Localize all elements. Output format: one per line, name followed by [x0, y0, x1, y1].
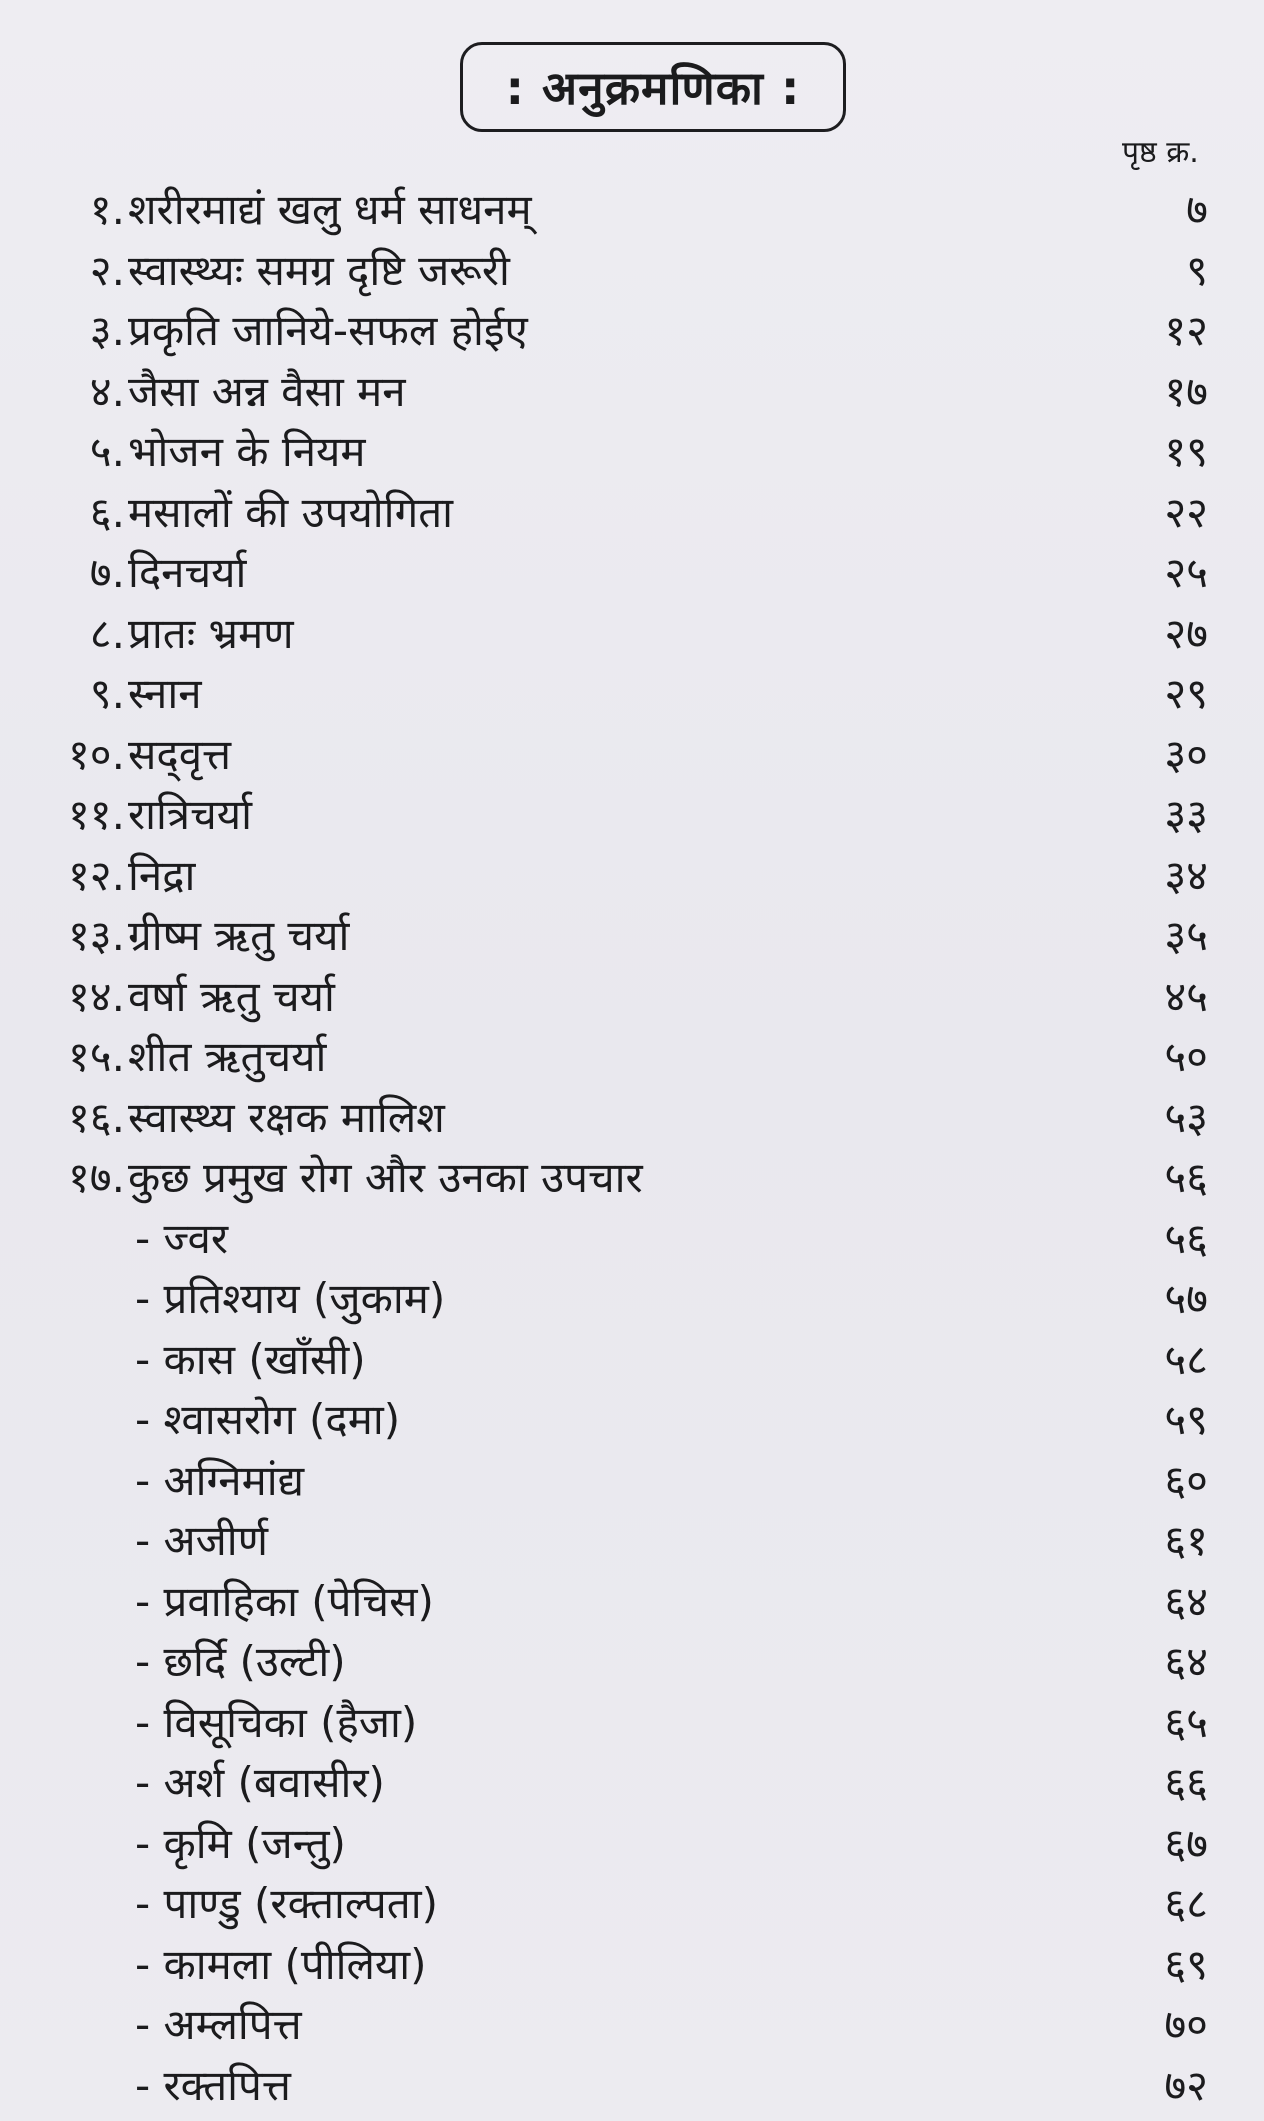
- subentry-title: - अम्लपित्त: [135, 2000, 302, 2049]
- entry-title: वर्षा ऋतु चर्या: [128, 971, 335, 1021]
- toc-entry: [0, 301, 1264, 362]
- entry-page: ६४: [1164, 1637, 1208, 1686]
- subentry-title: - छर्दि (उल्टी): [135, 1637, 346, 1686]
- entry-number: ७.: [89, 548, 125, 597]
- entry-page: ५७: [1164, 1274, 1208, 1323]
- entry-title: शरीरमाद्यं खलु धर्म साधनम्: [128, 185, 532, 234]
- subentry-title: - श्वासरोग (दमा): [135, 1395, 401, 1444]
- entry-page: ६७: [1164, 1818, 1208, 1868]
- entry-page: ६१: [1164, 1516, 1208, 1565]
- entry-title: ग्रीष्म ऋतु चर्या: [128, 911, 350, 960]
- entry-title: कुछ प्रमुख रोग और उनका उपचार: [128, 1153, 643, 1202]
- toc-subentry: [0, 1330, 1264, 1391]
- toc-subentry: [0, 1209, 1264, 1270]
- subentry-title: - अर्श (बवासीर): [135, 1758, 385, 1807]
- subentry-title: - प्रवाहिका (पेचिस): [135, 1576, 434, 1626]
- entry-number: ५.: [89, 427, 125, 476]
- toc-entry: [0, 725, 1264, 786]
- page-number-column-label: पृष्ठ क्र.: [1122, 135, 1199, 170]
- subentry-title: - ज्वर: [135, 1213, 229, 1263]
- entry-number: १३.: [67, 911, 125, 960]
- entry-page: ७: [1186, 185, 1208, 234]
- toc-subentry: [0, 1390, 1264, 1451]
- subentry-title: - रक्तपित्त: [135, 2060, 291, 2110]
- toc-subentry: [0, 1935, 1264, 1996]
- entry-number: १०.: [67, 729, 125, 779]
- subentry-title: - पाण्डु (रक्ताल्पता): [135, 1879, 438, 1928]
- subentry-title: - विसूचिका (हैजा): [135, 1697, 418, 1747]
- entry-title: स्वास्थ्य रक्षक मालिश: [128, 1092, 445, 1142]
- entry-title: प्रकृति जानिये-सफल होईए: [128, 306, 528, 355]
- entry-number: ३.: [89, 306, 125, 355]
- entry-page: ३५: [1164, 911, 1208, 960]
- toc-entry: [0, 906, 1264, 967]
- subentry-title: - अजीर्ण: [135, 1516, 269, 1565]
- toc-entry: [0, 1088, 1264, 1149]
- entry-number: १७.: [67, 1153, 125, 1202]
- toc-subentry: [0, 1451, 1264, 1512]
- entry-number: ११.: [67, 790, 125, 839]
- entry-page: ३३: [1164, 790, 1208, 839]
- subentry-title: - प्रतिश्याय (जुकाम): [135, 1274, 446, 1323]
- entry-title: निद्रा: [128, 850, 196, 900]
- entry-page: १७: [1164, 366, 1208, 416]
- entry-title: मसालों की उपयोगिता: [128, 487, 454, 537]
- entry-page: ६०: [1164, 1455, 1208, 1505]
- entry-page: ५८: [1164, 1334, 1208, 1384]
- entry-page: ४५: [1164, 971, 1208, 1021]
- entry-title: भोजन के नियम: [128, 427, 366, 476]
- table-of-contents: [0, 180, 1264, 2116]
- toc-entry: [0, 362, 1264, 423]
- toc-subentry: [0, 1874, 1264, 1935]
- entry-page: ६५: [1164, 1697, 1208, 1747]
- subentry-title: - कामला (पीलिया): [135, 1939, 427, 1989]
- entry-number: २.: [89, 245, 125, 295]
- toc-subentry: [0, 2056, 1264, 2117]
- entry-number: १.: [89, 185, 125, 234]
- entry-page: ९: [1186, 245, 1208, 295]
- entry-page: ६४: [1164, 1576, 1208, 1626]
- toc-entry: [0, 422, 1264, 483]
- subentry-title: - कास (खाँसी): [135, 1334, 366, 1384]
- entry-number: १६.: [67, 1092, 125, 1142]
- toc-subentry: [0, 1632, 1264, 1693]
- entry-page: ५३: [1164, 1092, 1208, 1142]
- entry-page: २७: [1164, 608, 1208, 658]
- toc-subentry: [0, 1814, 1264, 1875]
- toc-entry: [0, 1148, 1264, 1209]
- entry-page: १२: [1164, 306, 1208, 355]
- entry-page: ५६: [1164, 1153, 1208, 1202]
- toc-entry: [0, 180, 1264, 241]
- toc-subentry: [0, 1995, 1264, 2056]
- entry-page: २९: [1164, 669, 1208, 718]
- entry-page: ६८: [1164, 1879, 1208, 1928]
- toc-entry: [0, 241, 1264, 302]
- entry-page: २२: [1164, 487, 1208, 537]
- entry-page: ५०: [1164, 1032, 1208, 1081]
- toc-subentry: [0, 1753, 1264, 1814]
- toc-entry: [0, 785, 1264, 846]
- entry-page: ७२: [1164, 2060, 1208, 2110]
- entry-page: ६६: [1164, 1758, 1208, 1807]
- entry-number: १५.: [67, 1032, 125, 1081]
- toc-subentry: [0, 1693, 1264, 1754]
- toc-entry: [0, 846, 1264, 907]
- subentry-title: - कृमि (जन्तु): [135, 1818, 346, 1868]
- entry-title: प्रातः भ्रमण: [128, 608, 294, 658]
- entry-page: ७०: [1164, 2000, 1208, 2049]
- entry-number: ६.: [89, 487, 125, 537]
- entry-title: शीत ऋतुचर्या: [128, 1032, 327, 1081]
- entry-title: जैसा अन्न वैसा मन: [128, 366, 406, 416]
- entry-number: ४.: [89, 366, 125, 416]
- entry-page: ३४: [1164, 850, 1208, 900]
- page-title: : अनुक्रमणिका :: [460, 42, 846, 132]
- entry-number: १२.: [67, 850, 125, 900]
- entry-page: ३०: [1164, 729, 1208, 779]
- subentry-title: - अग्निमांद्य: [135, 1455, 305, 1505]
- toc-subentry: [0, 1572, 1264, 1633]
- entry-page: २५: [1164, 548, 1208, 597]
- entry-number: ८.: [89, 608, 125, 658]
- toc-entry: [0, 483, 1264, 544]
- toc-subentry: [0, 1511, 1264, 1572]
- entry-page: ६९: [1164, 1939, 1208, 1989]
- entry-title: रात्रिचर्या: [128, 790, 253, 839]
- entry-title: सद्‌वृत्त: [128, 729, 232, 779]
- entry-page: ५६: [1164, 1213, 1208, 1263]
- toc-subentry: [0, 1269, 1264, 1330]
- toc-entry: [0, 664, 1264, 725]
- entry-title: स्वास्थ्यः समग्र दृष्टि जरूरी: [128, 245, 510, 295]
- entry-title: स्नान: [128, 669, 202, 718]
- entry-page: १९: [1164, 427, 1208, 476]
- toc-entry: [0, 967, 1264, 1028]
- toc-entry: [0, 604, 1264, 665]
- toc-entry: [0, 543, 1264, 604]
- entry-number: ९.: [89, 669, 125, 718]
- entry-page: ५९: [1164, 1395, 1208, 1444]
- toc-entry: [0, 1027, 1264, 1088]
- entry-number: १४.: [67, 971, 125, 1021]
- entry-title: दिनचर्या: [128, 548, 247, 597]
